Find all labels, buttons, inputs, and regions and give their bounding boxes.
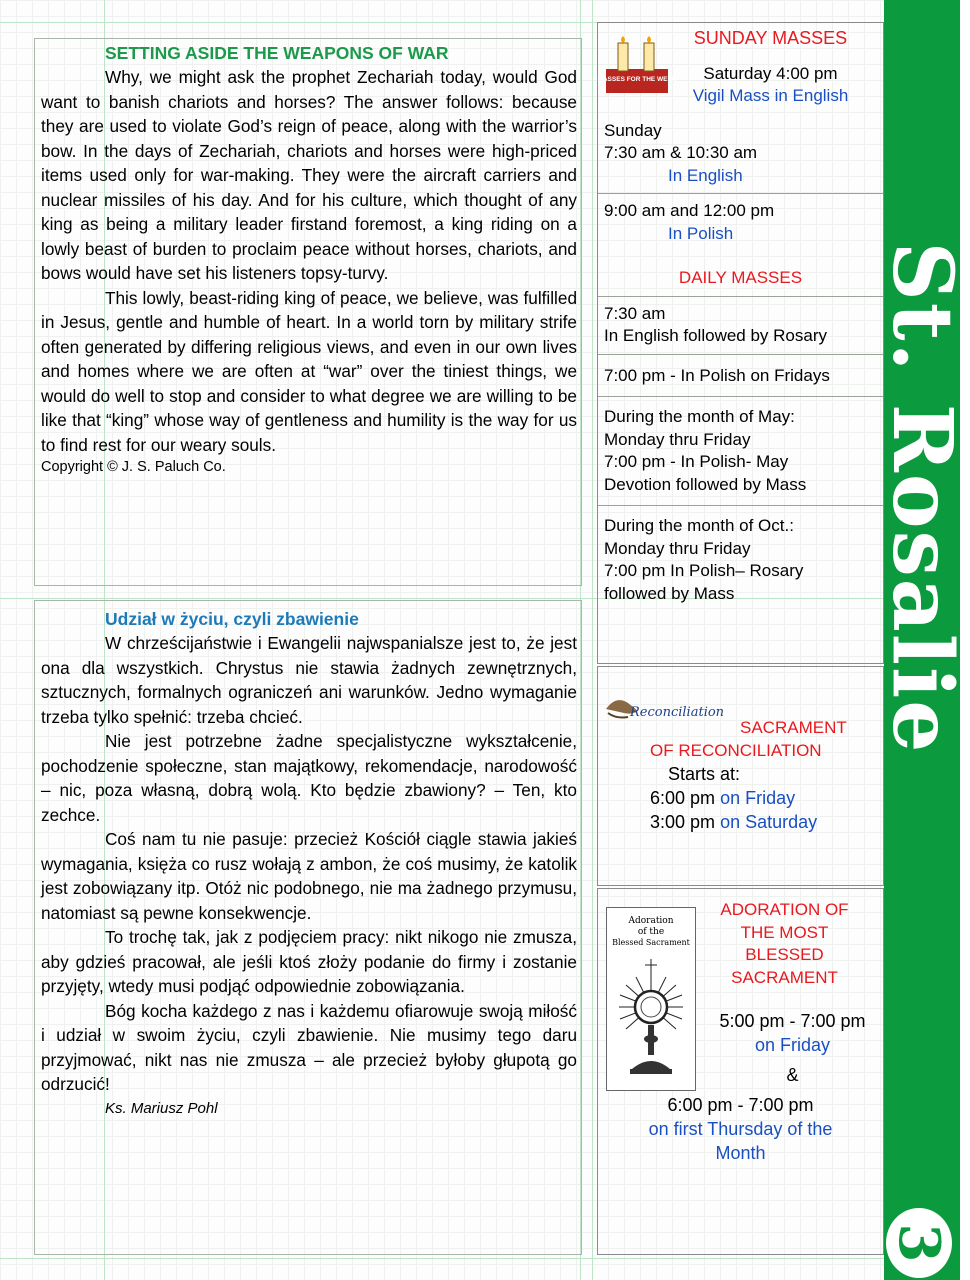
- adoration-title: SACRAMENT: [731, 967, 838, 987]
- sunday-note-polish: In Polish: [668, 223, 734, 243]
- reconciliation-starts: Starts at:: [668, 764, 741, 784]
- adoration-title: BLESSED: [745, 945, 824, 964]
- adoration-time-friday: 5:00 pm - 7:00 pm: [719, 1011, 866, 1031]
- reconciliation-friday-time: 6:00 pm: [650, 788, 716, 808]
- may-note: Devotion followed by Mass: [604, 474, 807, 494]
- october-time: 7:00 pm In Polish– Rosary: [604, 561, 804, 580]
- saturday-note: Vigil Mass in English: [692, 86, 849, 105]
- adoration-logo-line: Adoration: [628, 916, 674, 926]
- article-title: Udział w życiu, czyli zbawienie: [105, 609, 359, 629]
- reconciliation-title: SACRAMENT: [740, 718, 847, 737]
- reconciliation-saturday-time: 3:00 pm: [650, 812, 716, 832]
- adoration-logo-line: Blessed Sacrament: [612, 938, 690, 947]
- october-note: followed by Mass: [604, 583, 735, 603]
- sunday-label: Sunday: [604, 120, 662, 140]
- article-paragraph: Bóg kocha każdego z nas i każdemu ofiarowuje swoją miłość i udział w swoim życiu, czyli zbawienie. Nie musimy tego daru przyjmować, nikt nas nie zmusza – ale przecież byłoby głupotą go odrzucić!: [41, 1000, 577, 1094]
- may-title: During the month of May:: [604, 407, 795, 426]
- reconciliation-logo-text: Reconciliation: [630, 705, 725, 720]
- monstrance-image: [606, 907, 696, 1091]
- article-paragraph: Nie jest potrzebne żadne specjalistyczne wykształcenie, pochodzenie społeczne, stan majątkowy, rekomendacje, narodowość – nic, poza własną, dobrą wolą. Kto będzie zbawiony? – Ten, kto zechce.: [41, 731, 577, 825]
- reconciliation-box: [597, 666, 884, 886]
- copyright-line: Copyright © J. S. Paluch Co.: [41, 459, 226, 475]
- article-paragraph: W chrześcijaństwie i Ewangelii najwspanialsze jest to, że jest ona dla wszystkich. Chrystus nie stawia żadnych zewnętrznych, sztucznych, formalnych ograniczeń ani warunków. Jedno wymaganie trzeba tylko spełnić: trzeba chcieć.: [41, 633, 577, 727]
- masses-for-the-week-logo: [597, 35, 677, 97]
- guide-line: [0, 1258, 960, 1259]
- guide-line: [592, 0, 593, 1280]
- daily-time: 7:30 am: [604, 303, 666, 323]
- page-number: 3: [886, 1208, 952, 1278]
- adoration-day-thursday: on first Thursday of the: [648, 1119, 833, 1139]
- reconciliation-saturday: [604, 810, 877, 834]
- masses-logo-text: MASSES FOR THE WEEK: [597, 76, 677, 83]
- reconciliation-friday: [604, 786, 877, 810]
- daily-masses-title: DAILY MASSES: [678, 268, 803, 287]
- october-days: Monday thru Friday: [604, 538, 751, 558]
- article-paragraph: Coś nam tu nie pasuje: przecież Kościół ciągle stawia jakieś wymagania, księża co rusz wołają z ambon, że coś musimy, że katolik jest zobowiązany itp. Otóż nic podobnego, nie ma żadnego przymusu, natomiast są pewne konsekwencje.: [41, 829, 577, 923]
- reconciliation-friday-day: on Friday: [720, 788, 796, 808]
- sunday-note-english: In English: [668, 165, 743, 185]
- article-paragraph: Why, we might ask the prophet Zechariah today, would God want to banish chariots and horses? The answer follows: because they are used to violate God’s reign of peace, along with the warrior’s bow. In the days of Zechariah, chariots and horses were high-priced items used only for war-making. They were the aircraft carriers and nuclear missiles of his day. And for his culture, which thought of any king as being a military leader firstand foremost, a king riding on a lowly beast of burden to proclaim peace without horses, chariots, and bows would have set his listeners topsy-turvy.: [41, 67, 577, 283]
- adoration-box: [597, 888, 884, 1255]
- sunday-masses-title: SUNDAY MASSES: [693, 28, 848, 48]
- adoration-title: ADORATION OF: [720, 900, 849, 919]
- reconciliation-saturday-day: on Saturday: [720, 812, 818, 832]
- article-polish: [34, 600, 582, 1255]
- saturday-time: Saturday 4:00 pm: [703, 63, 838, 83]
- adoration-day-thursday-month: Month: [715, 1143, 766, 1163]
- daily-note: In English followed by Rosary: [604, 326, 828, 345]
- may-time: 7:00 pm - In Polish- May: [604, 452, 789, 471]
- adoration-ampersand: &: [786, 1065, 799, 1085]
- adoration-time-thursday: 6:00 pm - 7:00 pm: [667, 1095, 814, 1115]
- may-days: Monday thru Friday: [604, 429, 751, 449]
- article-paragraph: To trochę tak, jak z podjęciem pracy: nikt nikogo nie zmusza, aby gdzieś pracował, ale jeśli ktoś złoży podanie do firmy i zostanie przyjęty, wtedy musi podjąć odpowiednie zobowiązania.: [41, 927, 577, 996]
- adoration-day-friday: on Friday: [754, 1035, 831, 1055]
- article-title: SETTING ASIDE THE WEAPONS OF WAR: [105, 43, 449, 63]
- parish-name: St. Rosalie: [874, 241, 970, 755]
- article-paragraph: This lowly, beast-riding king of peace, we believe, was fulfilled in Jesus, gentle and humble of heart. In a world torn by military strife often generated by differing religious views, and even in our own lives and homes where we are often at “war” over the tiniest things, we would do well to stop and consider to what degree we are willing to be like that “king” whose way of gentleness and humility is the way for us to find rest for our weary souls.: [41, 287, 577, 455]
- adoration-logo-line: of the: [637, 927, 665, 937]
- sunday-times-english: 7:30 am & 10:30 am: [604, 143, 758, 162]
- reconciliation-title-line2: OF RECONCILIATION: [650, 740, 822, 760]
- author-signature: Ks. Mariusz Pohl: [105, 1099, 218, 1117]
- article-weapons-of-war: [34, 38, 582, 586]
- reconciliation-logo: [602, 691, 725, 731]
- october-title: During the month of Oct.:: [604, 516, 794, 535]
- mass-schedule-box: [597, 22, 884, 664]
- adoration-title: THE MOST: [740, 922, 829, 942]
- friday-polish: 7:00 pm - In Polish on Fridays: [604, 365, 830, 385]
- sunday-times-polish: 9:00 am and 12:00 pm: [604, 201, 775, 220]
